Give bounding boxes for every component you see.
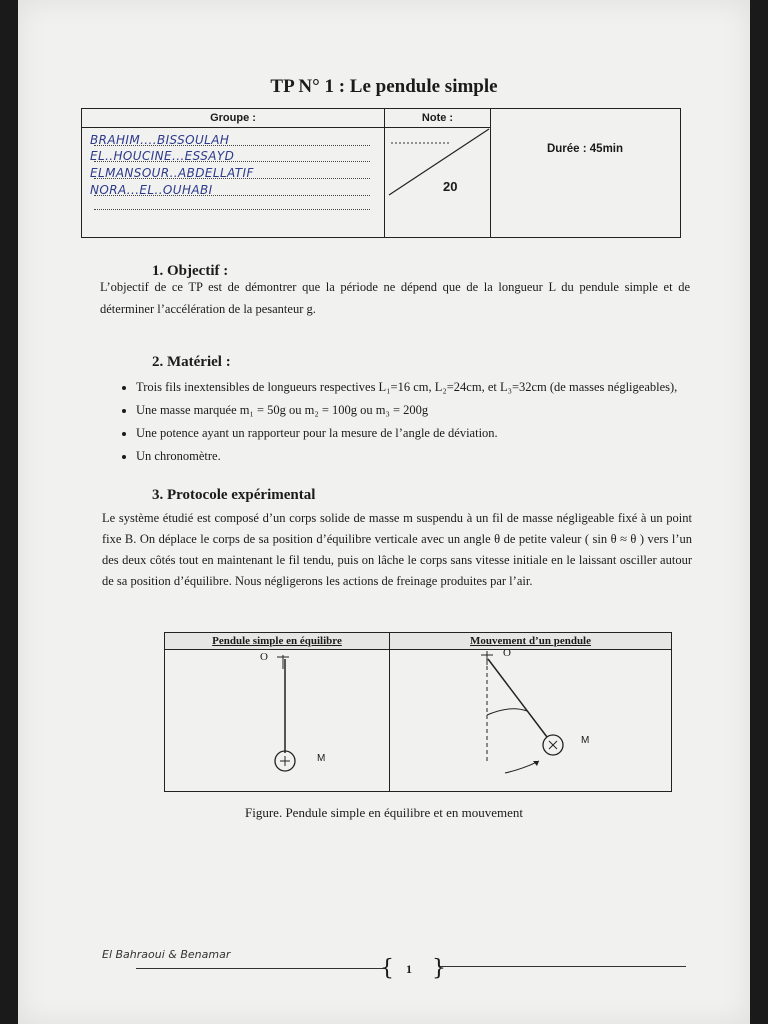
section-objectif-text: L’objectif de ce TP est de démontrer que la période ne dépend que de la longueur L du pendule simple et de déterminer l’accélération de la pesanteur g. — [100, 280, 690, 316]
note-label: Note : — [421, 112, 454, 124]
note-total: 20 — [443, 179, 458, 194]
footer-rule-left — [136, 968, 386, 969]
section-protocole-text: Le système étudié est composé d’un corps solide de masse m suspendu à un fil de masse négligeable fixé à un point fixe B. On déplace le corps de sa position d’équilibre verticale avec un angle θ de petite valeur ( sin θ ≈ θ ) vers l’un des deux côtés tout en maintenant le fil tendu, puis on lâche le corps sans vitesse initiale en le laissant osciller autour de sa position d’équilibre. Nous négligerons les actions de freinage produites par l’air. — [102, 511, 692, 588]
label-o-left: O — [260, 651, 268, 663]
section-materiel-title: 2. Matériel : — [152, 354, 231, 370]
list-item: • Un chronomètre. — [136, 446, 726, 466]
label-m-right: M — [581, 735, 590, 746]
figure-right-header: Mouvement d’un pendule — [469, 635, 592, 647]
figure-caption: Figure. Pendule simple en équilibre et en mouvement — [245, 805, 523, 820]
footer-brace-right: } — [432, 956, 446, 981]
note-column — [385, 109, 491, 237]
page-number: 1 — [406, 962, 412, 976]
pendulum-figure — [164, 632, 672, 792]
duration-column — [491, 109, 679, 237]
label-m-left: M — [317, 753, 326, 764]
document-page — [18, 0, 750, 1024]
group-label: Groupe : — [210, 112, 256, 124]
footer-rule-right — [440, 966, 686, 967]
section-protocole-title: 3. Protocole expérimental — [152, 487, 316, 503]
footer-brace-left: { — [380, 956, 394, 981]
group-column — [82, 109, 385, 237]
duration-label: Durée : 45min — [546, 143, 624, 155]
list-item: • Une potence ayant un rapporteur pour la mesure de l’angle de déviation. — [136, 423, 726, 443]
pendulum-drawing — [165, 649, 671, 791]
header-table — [81, 108, 681, 238]
figure-left-header: Pendule simple en équilibre — [212, 635, 342, 647]
label-o-right: O — [503, 647, 511, 659]
note-diagonal-icon — [385, 127, 490, 237]
group-member: EL..HOUCINE...ESSAYD — [90, 149, 235, 163]
section-objectif-title: 1. Objectif : — [152, 263, 229, 279]
materiel-list — [118, 377, 726, 469]
page-title: TP N° 1 : Le pendule simple — [270, 76, 498, 97]
group-member: BRAHIM....BISSOULAH — [90, 133, 230, 147]
group-member: NORA...EL..OUHABI — [90, 183, 213, 197]
group-member: ELMANSOUR..ABDELLATIF — [90, 166, 254, 180]
list-item: • Une masse marquée m₁ = 50g ou m₂ = 100g ou m₃ = 200g — [136, 400, 726, 420]
footer-authors: El Bahraoui & Benamar — [102, 948, 231, 961]
list-item: • Trois fils inextensibles de longueurs respectives L₁=16 cm, L₂=24cm, et L₃=32cm (de masses négligeables), — [136, 377, 726, 397]
